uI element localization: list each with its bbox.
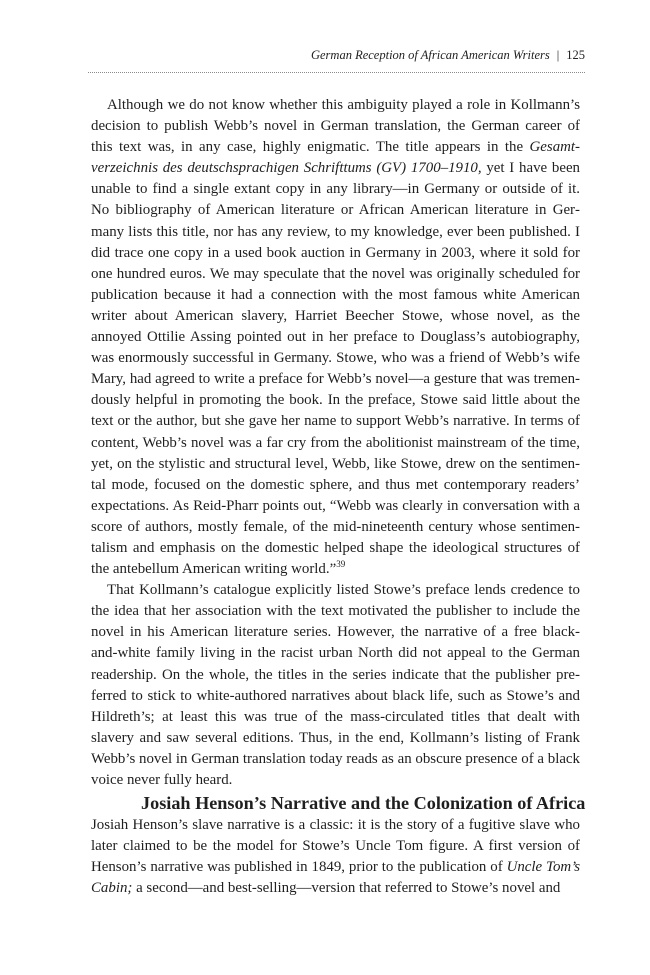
section-heading: Josiah Henson’s Narrative and the Colonization of Africa	[141, 793, 586, 814]
body-text	[91, 95, 586, 899]
running-head-separator: |	[556, 48, 560, 62]
paragraph-1-italic-title: Gesamtverzeichnis des deutschsprachigen Schrifttums (GV) 1700–1910,	[91, 139, 580, 177]
paragraph-3-text-b: a second—and best-selling—version that referred to Stowe’s novel and	[132, 880, 561, 897]
paragraph-3	[91, 815, 580, 899]
paragraph-2: That Kollmann’s catalogue explicitly listed Stowe’s preface lends credence to the idea that her association with the text motivated the publisher to include the novel in his American literature series. However, the narrative of a free black-and-white family living in the racist urban North did not appeal to the German readership. On the whole, the titles in the series indicate that the publisher preferred to stick to white-authored narratives about black life, such as Stowe’s and Hildreth’s; at least this was true of the mass-circulated titles that dealt with slavery and saw several editions. Thus, in the end, Kollmann’s listing of Frank Webb’s novel in German translation today reads as an obscure presence of a black voice never fully heard.	[91, 582, 580, 788]
paragraph-1	[91, 95, 580, 580]
footnote-marker: 39	[336, 559, 346, 570]
header-dotted-rule	[88, 72, 585, 73]
running-head	[88, 48, 585, 63]
paragraph-3-italic-title: Uncle Tom’s Cabin;	[91, 859, 580, 897]
running-head-title: German Reception of African American Writers	[310, 48, 550, 62]
paragraph-1-text-b: yet I have been unable to find a single extant copy in any library—in Germany or outside of it. No bibliography of American literature or African American literature in Germany lists this title, nor has any review, to my knowledge, ever been published. I did trace one copy in a used book auction in Germany in 2003, where it sold for one hundred euros. We may speculate that the novel was originally scheduled for publication because it had a connection with the most famous white American writer about American slavery, Harriet Beecher Stowe, whose novel, as the annoyed Ottilie Assing pointed out in her preface to Douglass’s autobiography, was enormously successful in Germany. Stowe, who was a friend of Webb’s wife Mary, had agreed to write a preface for Webb’s novel—a gesture that was tremendously helpful in promoting the book. In the preface, Stowe said little about the text or the author, but she gave her name to support Webb’s narrative. In terms of content, Webb’s novel was a far cry from the abolitionist mainstream of the time, yet, on the stylistic and structural level, Webb, like Stowe, drew on the sentimental mode, focused on the domestic sphere, and thus met contemporary readers’ expectations. As Reid-Pharr points out, “Webb was clearly in conversation with a score of authors, mostly female, of the mid-nineteenth century whose sentimentalism and emphasis on the domestic helped shape the ideological structures of the antebellum American writing world.”	[91, 160, 580, 578]
page-number: 125	[566, 48, 585, 62]
paragraph-3-text-a: Josiah Henson’s slave narrative is a classic: it is the story of a fugitive slave who later claimed to be the model for Stowe’s Uncle Tom figure. A first version of Henson’s narrative was published in 1849, prior to the publication of	[91, 817, 580, 876]
paragraph-1-text-a: Although we do not know whether this ambiguity played a role in Kollmann’s decision to publish Webb’s novel in German translation, the German career of this text was, in any case, highly enigmatic. The title appears in the	[91, 97, 580, 156]
